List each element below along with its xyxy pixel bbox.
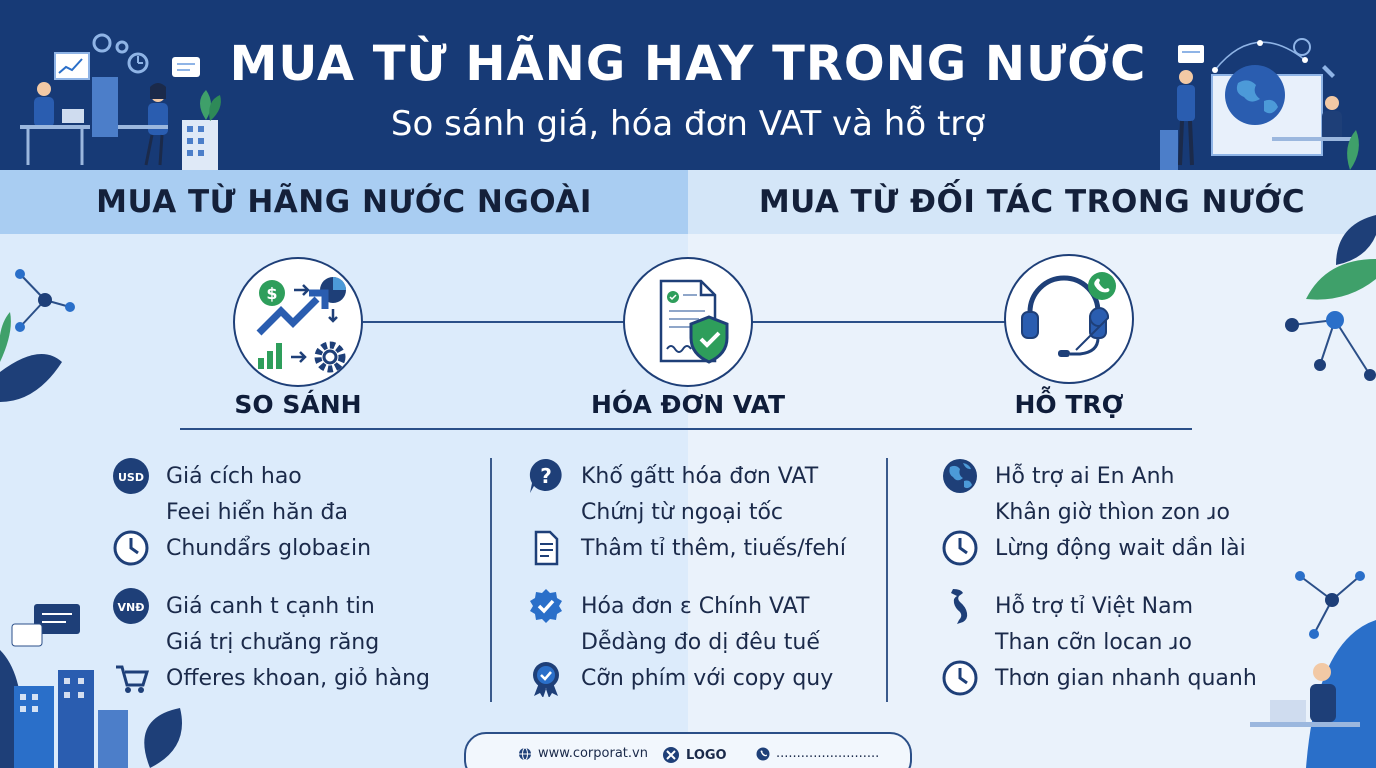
list-item-text: Hóa đơn ɛ Chính VAT xyxy=(581,593,810,619)
document-icon xyxy=(527,529,565,567)
domestic-partner-title: MUA TỪ ĐỐI TÁC TRONG NƯỚC xyxy=(758,184,1306,220)
connector-line-2 xyxy=(752,321,1006,323)
vietnam-map-icon xyxy=(941,587,979,625)
list-item xyxy=(166,660,430,696)
vnd-badge-icon xyxy=(112,587,150,625)
footer-website[interactable] xyxy=(518,746,648,761)
list-item-text: Lừng động wait dần lài xyxy=(995,535,1246,561)
list-item xyxy=(995,588,1257,624)
phone-icon xyxy=(756,747,770,761)
globe-icon xyxy=(941,457,979,495)
check-badge-icon xyxy=(527,587,565,625)
domestic-partner-section-header xyxy=(688,170,1376,234)
header-banner xyxy=(0,0,1376,170)
list-item-text: Dễdàng đo dị đêu tuế xyxy=(581,629,820,655)
list-item-text: Chứnj từ ngoại tốc xyxy=(581,499,783,525)
compare-foreign-group xyxy=(118,458,430,566)
list-item-text: Giá trị chưăng răng xyxy=(166,629,380,655)
svg-text:VNĐ: VNĐ xyxy=(117,601,145,614)
svg-text:$: $ xyxy=(266,284,278,303)
column-divider-2 xyxy=(886,458,888,702)
support-circle xyxy=(1004,254,1134,384)
list-item-text: Thâm tỉ thêm, tiuếs/fehí xyxy=(581,535,846,561)
list-item-text: Thơn gian nhanh quanh xyxy=(995,665,1257,691)
list-item xyxy=(117,588,430,624)
list-item xyxy=(540,458,846,494)
footer-logo xyxy=(662,746,727,764)
list-item-text: Cỡn phím với copy quy xyxy=(581,665,834,691)
list-item xyxy=(995,624,1257,660)
list-item-text: Chundẩrs globaɛin xyxy=(166,535,372,561)
vat-domestic-group xyxy=(581,588,846,696)
list-item xyxy=(581,530,846,566)
list-item xyxy=(581,588,846,624)
page-title: MUA TỪ HÃNG HAY TRONG NƯỚC xyxy=(229,36,1147,92)
compare-circle xyxy=(233,257,363,387)
support-domestic-group xyxy=(995,588,1257,696)
category-label-vat: HÓA ĐƠN VAT xyxy=(590,390,786,419)
right-leaf-network-decoration xyxy=(1280,215,1376,395)
vat-foreign-group xyxy=(540,458,846,566)
question-icon xyxy=(527,457,565,495)
svg-text:USD: USD xyxy=(118,471,144,484)
list-item-text: Offeres khoan, giỏ hàng xyxy=(166,665,430,691)
price-comparison-icon xyxy=(239,263,357,381)
list-item-text: Giá cích hao xyxy=(166,463,302,489)
global-support-illustration xyxy=(1160,25,1365,170)
phone-text: ......................... xyxy=(776,746,880,761)
globe-icon xyxy=(518,747,532,761)
list-item-text: Khố gấtt hóa đơn VAT xyxy=(581,463,819,489)
svg-text:?: ? xyxy=(540,464,552,488)
connector-line-1 xyxy=(363,321,625,323)
list-item-text: Khân giờ thìon zon ɹo xyxy=(995,499,1230,525)
column-divider-1 xyxy=(490,458,492,702)
list-item-text: Hỗ trợ ai En Anh xyxy=(995,463,1175,489)
list-item xyxy=(995,494,1257,530)
compare-domestic-group xyxy=(117,588,430,696)
list-item xyxy=(166,624,430,660)
website-text: www.corporat.vn xyxy=(538,746,648,761)
support-column xyxy=(995,458,1257,696)
list-item-text: Feei hiển hăn đa xyxy=(166,499,348,525)
list-item-text: Hỗ trợ tỉ Việt Nam xyxy=(995,593,1194,619)
clock-icon xyxy=(112,529,150,567)
list-item xyxy=(166,530,430,566)
left-leaf-network-decoration xyxy=(0,262,90,412)
list-item xyxy=(581,624,846,660)
list-item xyxy=(995,530,1257,566)
footer-bar xyxy=(464,732,912,768)
award-ribbon-icon xyxy=(527,659,565,697)
category-label-support: HỖ TRỢ xyxy=(1014,390,1124,419)
list-item xyxy=(581,660,846,696)
foreign-vendor-section-header xyxy=(0,170,688,234)
list-item xyxy=(581,494,846,530)
list-item-text: Giá canh t cạnh tin xyxy=(166,593,375,619)
clock-icon xyxy=(941,529,979,567)
vat-circle xyxy=(623,257,753,387)
category-divider-line xyxy=(180,428,1192,430)
clock-icon xyxy=(941,659,979,697)
footer-phone[interactable] xyxy=(756,746,879,761)
list-item xyxy=(166,494,430,530)
compare-column xyxy=(117,458,430,696)
list-item xyxy=(995,660,1257,696)
list-item-text: Than cỡn locan ɹo xyxy=(995,629,1192,655)
headset-wrench-icon xyxy=(1010,260,1128,378)
support-foreign-group xyxy=(995,458,1257,566)
vat-invoice-shield-icon xyxy=(633,267,743,377)
category-label-compare: SO SÁNH xyxy=(234,390,362,419)
cart-icon xyxy=(112,659,150,697)
page-subtitle: So sánh giá, hóa đơn VAT và hỗ trợ xyxy=(390,104,986,144)
list-item xyxy=(995,458,1257,494)
usd-badge-icon xyxy=(112,457,150,495)
list-item xyxy=(118,458,430,494)
vat-column xyxy=(540,458,846,696)
logo-icon xyxy=(662,746,680,764)
foreign-vendor-title: MUA TỪ HÃNG NƯỚC NGOÀI xyxy=(96,184,592,220)
logo-text: LOGO xyxy=(686,747,727,763)
